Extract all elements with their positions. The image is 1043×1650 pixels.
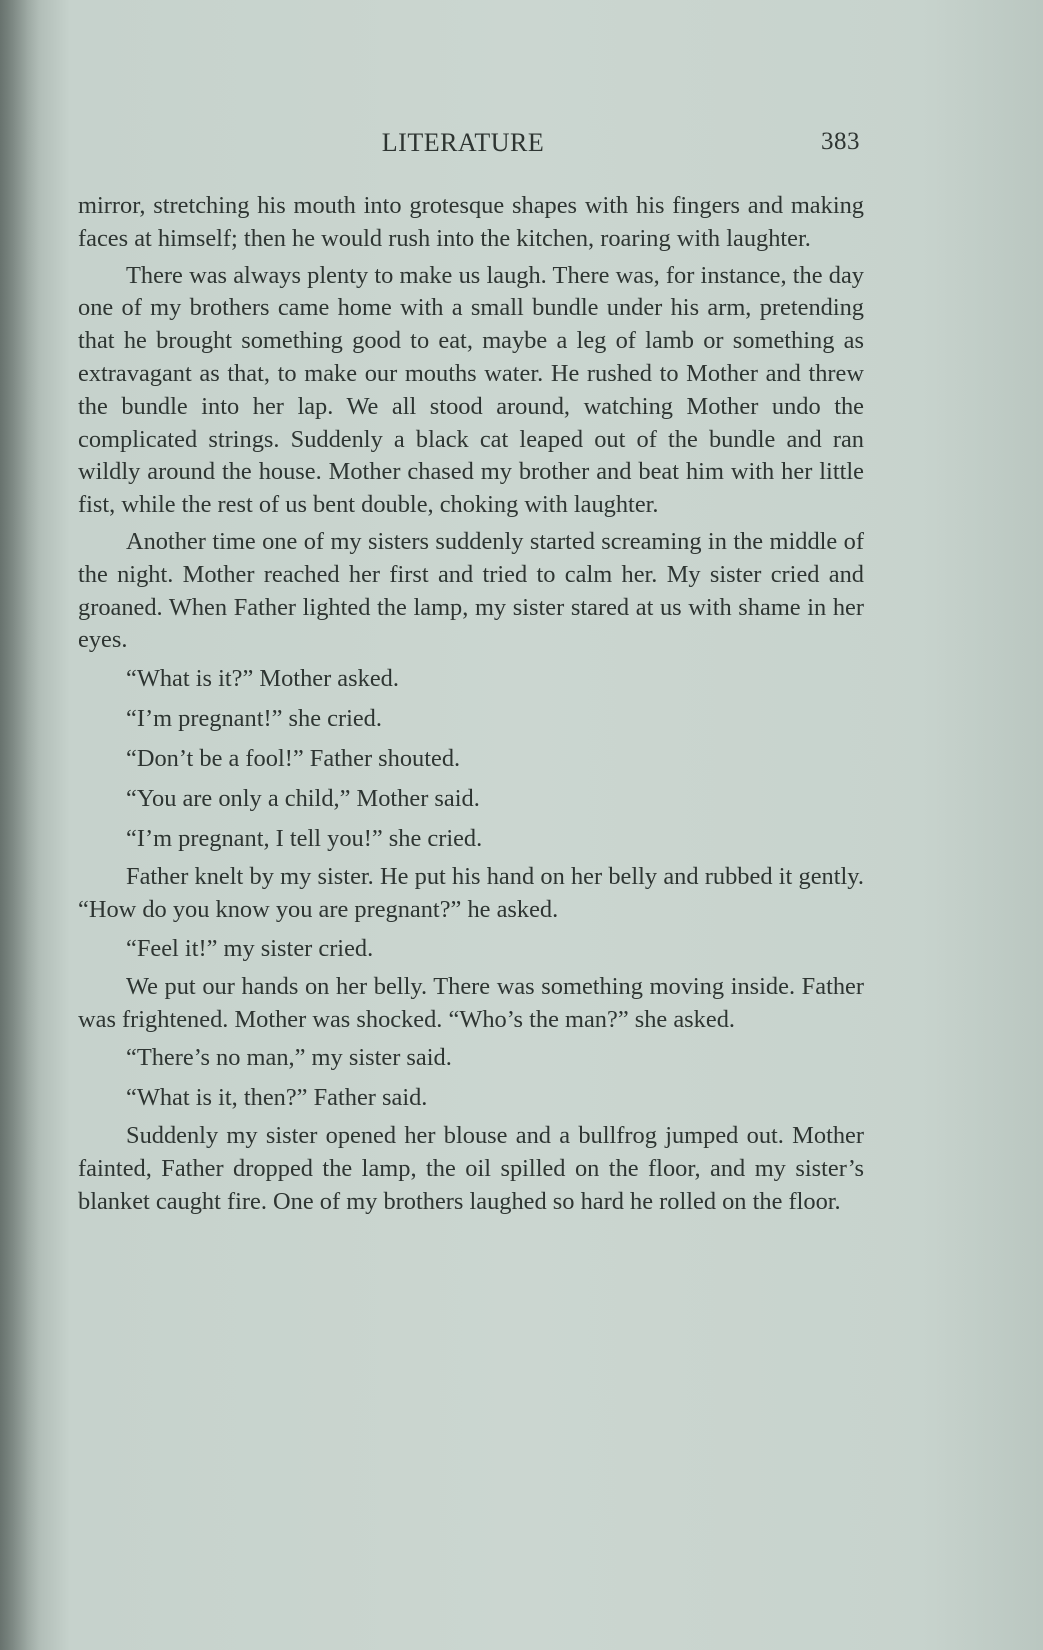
running-title: LITERATURE — [381, 128, 545, 157]
dialogue-line: “Feel it!” my sister cried. — [126, 934, 374, 962]
dialogue-line: “I’m pregnant!” she cried. — [126, 705, 382, 733]
paragraph: We put our hands on her belly. There was something moving inside. Father was frightened. Mother was shocked. “Who’s the man?” she asked. — [78, 972, 864, 1033]
page-number: 383 — [821, 128, 860, 155]
dialogue-line: “What is it, then?” Father said. — [126, 1084, 428, 1112]
paragraph: Father knelt by my sister. He put his hand on her belly and rubbed it gently. “How do you know you are pregnant?” he asked. — [78, 863, 864, 923]
running-head — [80, 128, 860, 162]
paragraph-continued: mirror, stretching his mouth into grotesque shapes with his fingers and making faces at himself; then he would rush into the kitchen, roaring with laughter. — [78, 192, 864, 252]
dialogue-line: “What is it?” Mother asked. — [126, 665, 399, 693]
text-block — [78, 190, 864, 1223]
dialogue-line: “You are only a child,” Mother said. — [126, 785, 480, 813]
paragraph: Another time one of my sisters suddenly started screaming in the middle of the night. Mother reached her first and tried to calm her. My sister cried and groaned. When Father lighted the lamp, my sister stared at us with shame in her eyes. — [78, 527, 864, 654]
paragraph: There was always plenty to make us laugh. There was, for instance, the day one of my brothers came home with a small bundle under his arm, pretending that he brought something good to eat, maybe a leg of lamb or something as extravagant as that, to make our mouths water. He rushed to Mother and threw the bundle into her lap. We all stood around, watching Mother undo the complicated strings. Suddenly a black cat leaped out of the bundle and ran wildly around the house. Mother chased my brother and beat him with her little fist, while the rest of us bent double, choking with laughter. — [78, 261, 864, 519]
paragraph: Suddenly my sister opened her blouse and a bullfrog jumped out. Mother fainted, Father dropped the lamp, the oil spilled on the floor, and my sister’s blanket caught fire. One of my brothers laughed so hard he rolled on the floor. — [78, 1122, 864, 1215]
dialogue-line: “I’m pregnant, I tell you!” she cried. — [126, 825, 483, 853]
dialogue-line: “Don’t be a fool!” Father shouted. — [126, 745, 461, 773]
dialogue-line: “There’s no man,” my sister said. — [126, 1044, 452, 1072]
